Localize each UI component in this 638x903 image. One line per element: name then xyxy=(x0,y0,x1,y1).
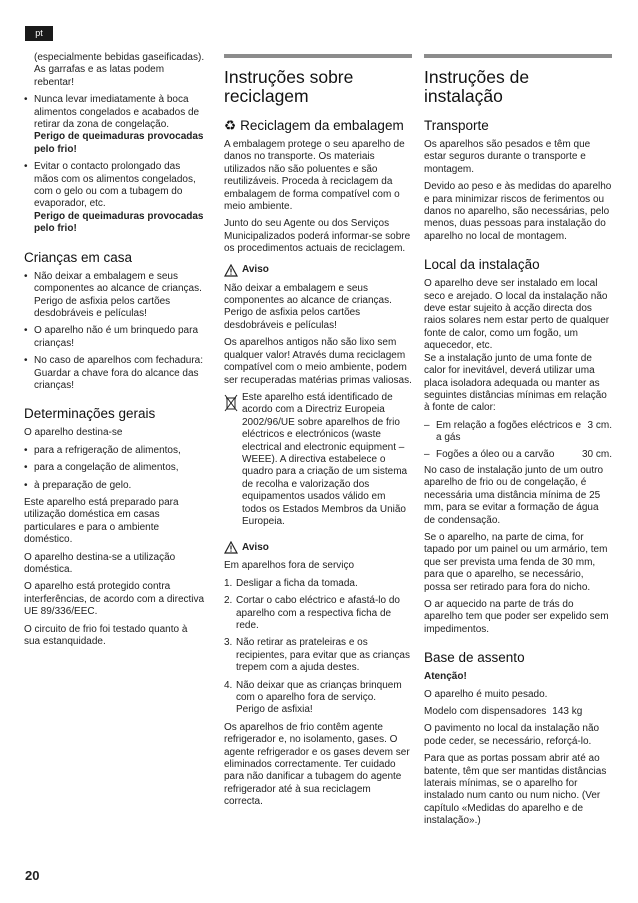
warning-paragraph: Não deixar a embalagem e seus componentes ao alcance de crianças. Perigo de asfixia pelos cartões desdobráveis e películas! xyxy=(224,282,392,331)
recycle-subheading: ♻ Reciclagem da embalagem xyxy=(224,118,404,133)
location-paragraph: No caso de instalação junto de um outro aparelho de frio ou de congelação, é necessária uma distância mínima de 25 mm, para se evitar a formação de água de condensação. xyxy=(424,464,603,526)
recycle-icon: ♻ xyxy=(224,118,237,133)
model-weight-row: Modelo com dispensadores 143 kg xyxy=(424,706,583,718)
location-paragraph: O ar aquecido na parte de trás do aparelho tem que poder ser expelido sem impedimentos. xyxy=(424,599,609,635)
base-paragraph: Para que as portas possam abrir até ao batente, têm que ser mantidas distâncias laterais mínimas, se o aparelho for instalado num canto ou num nicho. (Ver capítulo «Medidas do aparelho e de instalação».) xyxy=(424,753,607,827)
column-installation xyxy=(424,54,612,833)
location-paragraph: O aparelho deve ser instalado em local seco e arejado. O local da instalação não deve estar sujeito à acção directa dos raios solares nem estar perto de qualquer fonte de calor, como um fogão, um aquecedor, etc. Se a instalação junto de uma fonte de calor for inevitável, deverá utilizar uma placa isoladora adequada ou manter as seguintes distâncias mínimas em relação à fonte de calor: xyxy=(424,278,610,414)
column-recycling xyxy=(224,54,412,814)
warning-label: Aviso xyxy=(224,541,412,554)
general-paragraph: O circuito de frio foi testado quanto à sua estanquidade. xyxy=(24,623,188,648)
language-tab: pt xyxy=(25,26,53,41)
location-paragraph: Se o aparelho, na parte de cima, for tapado por um painel ou um armário, tem que ser prevista uma fenda de 30 mm, para que o aparelho, se necessário, possa ser retirado para fora do nicho. xyxy=(424,531,608,593)
steps-list xyxy=(224,578,412,717)
general-paragraph: Este aparelho está preparado para utilização doméstica em casas particulares e para o ambiente doméstico. xyxy=(24,496,179,546)
warning-label: Aviso xyxy=(224,264,412,277)
section-heading-general: Determinações gerais xyxy=(24,406,156,422)
section-heading-children: Crianças em casa xyxy=(24,249,133,265)
column-safety xyxy=(24,52,205,653)
recycling-paragraph: Junto do seu Agente ou dos Serviços Municipalizados poderá informar-se sobre os procedimentos actuais de reciclagem. xyxy=(224,218,411,255)
list-item: • para a congelação de alimentos, xyxy=(24,462,205,474)
base-paragraph: O pavimento no local da instalação não pode ceder, se necessário, reforçá-lo. xyxy=(424,723,600,747)
closing-paragraph: Os aparelhos de frio contêm agente refrigerador e, no isolamento, gases. O agente refrigerador e os gases devem ser eliminados correctamente. Ter cuidado para não danificar a tubagem do agente refrigerador até à sua reciclagem correcta. xyxy=(224,721,410,808)
list-item: • No caso de aparelhos com fechadura: Guardar a chave fora do alcance das crianças! xyxy=(24,355,205,392)
crossed-bin-icon xyxy=(224,394,238,412)
page-number: 20 xyxy=(25,868,40,883)
section-heading-location: Local da instalação xyxy=(424,257,540,273)
recycling-paragraph: A embalagem protege o seu aparelho de danos no transporte. Os materiais utilizados não são poluentes e são reutilizáveis. Proceda à reciclagem da embalagem de forma compatível com o meio ambiente. xyxy=(224,139,405,213)
list-item: • Não deixar a embalagem e seus componentes ao alcance de crianças. Perigo de asfixia pelos cartões desdobráveis e películas! xyxy=(24,271,205,321)
weee-block: Este aparelho está identificado de acordo com a Directriz Europeia 2002/96/UE sobre aparelhos de frio eléctricos e electrónicos (waste electrical and electronic equipment – WEEE). A directiva estabelece o quadro para a criação de um sistema de recolha e valorização dos equipamentos usados válido em todos os Estados Membros da União Europeia. xyxy=(224,392,412,533)
attention-label: Atenção! xyxy=(424,671,467,683)
warning-icon xyxy=(224,264,238,277)
section-heading-base: Base de assento xyxy=(424,650,525,666)
heavy-text: O aparelho é muito pesado. xyxy=(424,688,548,700)
transport-paragraph: Os aparelhos são pesados e têm que estar seguros durante o transporte e montagem. xyxy=(424,139,591,175)
general-paragraph: O aparelho destina-se a utilização doméstica. xyxy=(24,551,176,575)
list-item: • para a refrigeração de alimentos, xyxy=(24,445,205,457)
general-list xyxy=(24,445,205,492)
children-list xyxy=(24,271,205,393)
list-item: 3. Não retirar as prateleiras e os recipientes, para evitar que as crianças trepem com a ajuda destes. xyxy=(224,637,410,674)
list-item: 4. Não deixar que as crianças brinquem com o aparelho fora de serviço. Perigo de asfixia! xyxy=(224,679,402,716)
list-item: • Evitar o contacto prolongado das mãos com os alimentos congelados, com o gelo ou com a tubagem do evaporador, etc. Perigo de queimaduras provocadas pelo frio! xyxy=(24,161,205,235)
intro-text: (especialmente bebidas gaseificadas). As garrafas e as latas podem rebentar! xyxy=(34,52,205,88)
transport-paragraph: Devido ao peso e às medidas do aparelho e para minimizar riscos de ferimentos ou danos no aparelho, são necessárias, pelo menos, duas pessoas para instalação do aparelho no local de montagem. xyxy=(424,181,612,242)
warning-icon xyxy=(224,541,238,554)
distance-row: – Fogões a óleo ou a carvão 30 cm. xyxy=(424,448,612,460)
list-item: • O aparelho não é um brinquedo para crianças! xyxy=(24,325,205,350)
list-item: 2. Cortar o cabo eléctrico e afastá-lo do aparelho com a respectiva ficha de rede. xyxy=(224,595,400,631)
list-item: • Nunca levar imediatamente à boca alimentos congelados e acabados de retirar da zona de congelação. Perigo de queimaduras provocadas pelo frio! xyxy=(24,94,205,156)
distance-row: – Em relação a fogões eléctricos e a gás 3 cm. xyxy=(424,419,612,444)
general-intro: O aparelho destina-se xyxy=(24,427,123,439)
installation-title: Instruções de instalação xyxy=(424,67,530,106)
list-item: 1. Desligar a ficha da tomada. xyxy=(224,577,358,589)
section-heading-transport: Transporte xyxy=(424,118,489,133)
recycling-title: Instruções sobre reciclagem xyxy=(224,67,354,106)
out-of-service-text: Em aparelhos fora de serviço xyxy=(224,560,355,572)
safety-list xyxy=(24,94,205,235)
general-paragraph: O aparelho está protegido contra interferências, de acordo com a directiva UE 89/336/EEC. xyxy=(24,581,205,618)
warning-paragraph: Os aparelhos antigos não são lixo sem qualquer valor! Através duma reciclagem compatível com o meio ambiente, podem ser recuperadas matérias primas valiosas. xyxy=(224,337,412,386)
list-item: • à preparação de gelo. xyxy=(24,480,205,492)
